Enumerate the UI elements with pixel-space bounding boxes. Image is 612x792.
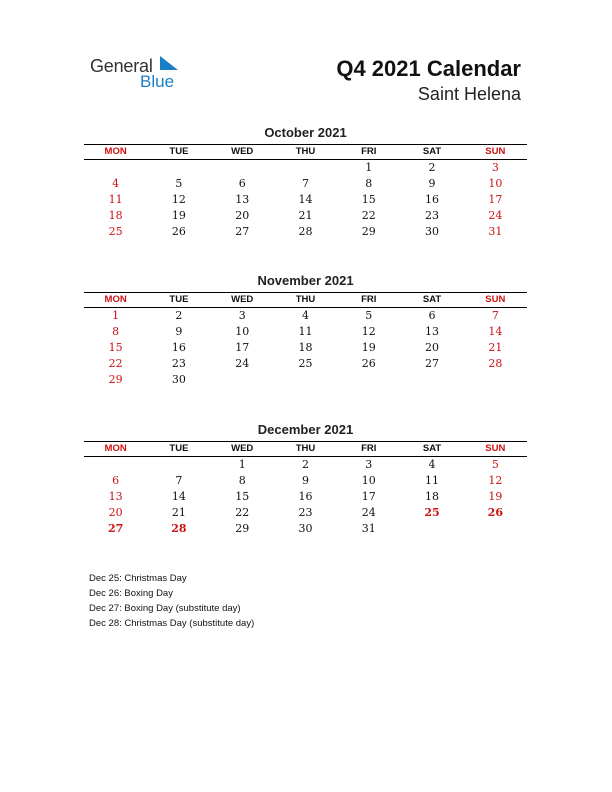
page-subtitle: Saint Helena [417, 84, 521, 104]
day-cell: 14 [298, 193, 313, 206]
day-cell: 21 [298, 209, 313, 222]
day-cell: 7 [301, 177, 309, 190]
logo-blue-text: Blue [140, 72, 175, 91]
weekday-label: THU [295, 146, 316, 157]
day-cell: 1 [238, 458, 246, 471]
holiday-note: Dec 26: Boxing Day [89, 588, 173, 599]
day-cell [337, 372, 400, 388]
day-cell: 20 [108, 506, 123, 519]
day-cell: 18 [298, 341, 313, 354]
month-title: November 2021 [257, 273, 354, 288]
day-cell: 11 [108, 193, 123, 206]
day-cell: 25 [298, 357, 313, 370]
day-cell: 30 [298, 522, 313, 535]
day-cell: 11 [425, 474, 440, 487]
day-cell [147, 160, 210, 176]
day-cell: 29 [108, 373, 123, 386]
weekday-label: FRI [361, 443, 377, 454]
weekday-label: SAT [422, 146, 442, 157]
day-cell: 9 [301, 474, 309, 487]
weekday-label: THU [295, 294, 316, 305]
day-cell: 19 [361, 341, 376, 354]
day-cell: 19 [171, 209, 186, 222]
day-cell: 9 [175, 325, 183, 338]
day-cell: 17 [488, 193, 503, 206]
week-row [84, 324, 527, 340]
week-row [84, 473, 527, 489]
weekday-label: WED [231, 294, 254, 305]
weekday-label: FRI [361, 146, 377, 157]
day-cell: 30 [425, 225, 440, 238]
day-cell: 4 [301, 309, 309, 322]
day-cell: 26 [171, 225, 186, 238]
day-cell: 31 [488, 225, 503, 238]
holiday-note: Dec 27: Boxing Day (substitute day) [89, 603, 241, 614]
day-cell: 7 [175, 474, 183, 487]
day-cell: 22 [235, 506, 250, 519]
day-cell: 30 [171, 373, 186, 386]
day-cell: 23 [298, 506, 313, 519]
day-cell: 28 [171, 522, 187, 535]
day-cell [464, 372, 527, 388]
day-cell: 14 [488, 325, 503, 338]
day-cell: 22 [361, 209, 376, 222]
logo-general-text: General [90, 56, 153, 76]
day-cell [274, 160, 337, 176]
weekday-label: THU [295, 443, 316, 454]
day-cell: 5 [175, 177, 183, 190]
day-cell [84, 457, 147, 473]
month-title: October 2021 [264, 125, 347, 140]
day-cell [84, 160, 147, 176]
page-title: Q4 2021 Calendar [336, 56, 521, 81]
day-cell [211, 160, 274, 176]
month-calendar [84, 273, 527, 388]
week-row [84, 521, 527, 537]
day-cell: 26 [487, 506, 503, 519]
day-cell [147, 457, 210, 473]
day-cell: 24 [235, 357, 250, 370]
day-cell: 10 [488, 177, 503, 190]
day-cell: 19 [488, 490, 503, 503]
day-cell: 24 [361, 506, 376, 519]
day-cell: 22 [108, 357, 123, 370]
day-cell: 23 [425, 209, 440, 222]
day-cell: 17 [361, 490, 376, 503]
day-cell: 16 [425, 193, 440, 206]
day-cell: 27 [235, 225, 250, 238]
day-cell: 6 [428, 309, 436, 322]
day-cell: 28 [298, 225, 313, 238]
weekday-header [84, 144, 527, 160]
weekday-label: SAT [422, 294, 442, 305]
day-cell: 23 [171, 357, 186, 370]
day-cell: 4 [112, 177, 120, 190]
week-row [84, 160, 527, 176]
day-cell [464, 521, 527, 537]
weekday-label: SUN [485, 443, 506, 454]
day-cell: 3 [365, 458, 373, 471]
day-cell: 29 [235, 522, 250, 535]
day-cell: 27 [107, 522, 124, 535]
week-row [84, 505, 527, 521]
day-cell: 28 [488, 357, 503, 370]
weekday-label: MON [104, 146, 127, 157]
day-cell: 8 [238, 474, 246, 487]
weekday-label: TUE [169, 443, 189, 454]
day-cell: 18 [108, 209, 123, 222]
day-cell: 27 [425, 357, 440, 370]
day-cell: 7 [491, 309, 499, 322]
day-cell: 10 [235, 325, 250, 338]
day-cell: 3 [238, 309, 246, 322]
day-cell: 2 [428, 161, 436, 174]
day-cell: 11 [298, 325, 313, 338]
day-cell: 21 [488, 341, 503, 354]
week-row [84, 224, 527, 240]
day-cell: 12 [171, 193, 186, 206]
day-cell: 15 [108, 341, 123, 354]
day-cell: 13 [108, 490, 123, 503]
weekday-header [84, 441, 527, 457]
week-row [84, 208, 527, 224]
day-cell: 24 [488, 209, 503, 222]
day-cell: 6 [112, 474, 120, 487]
week-row [84, 340, 527, 356]
day-cell: 17 [235, 341, 250, 354]
day-cell [400, 521, 463, 537]
holiday-note: Dec 25: Christmas Day [89, 573, 187, 584]
day-cell: 20 [425, 341, 440, 354]
day-cell [211, 372, 274, 388]
weekday-label: SAT [422, 443, 442, 454]
day-cell: 5 [365, 309, 373, 322]
day-cell: 16 [171, 341, 186, 354]
weekday-header [84, 292, 527, 308]
day-cell: 20 [235, 209, 250, 222]
day-cell [400, 372, 463, 388]
day-cell [274, 372, 337, 388]
holiday-notes [89, 571, 254, 631]
day-cell: 3 [491, 161, 499, 174]
week-row [84, 457, 527, 473]
day-cell: 9 [428, 177, 436, 190]
weekday-label: TUE [169, 146, 189, 157]
weekday-label: SUN [485, 146, 506, 157]
day-cell: 2 [301, 458, 309, 471]
day-cell: 12 [361, 325, 376, 338]
week-row [84, 356, 527, 372]
day-cell: 31 [361, 522, 376, 535]
day-cell: 14 [171, 490, 186, 503]
day-cell: 16 [298, 490, 313, 503]
day-cell: 8 [112, 325, 120, 338]
weekday-label: SUN [485, 294, 506, 305]
week-row [84, 192, 527, 208]
day-cell: 25 [108, 225, 123, 238]
day-cell: 4 [428, 458, 436, 471]
week-row [84, 489, 527, 505]
day-cell: 2 [175, 309, 183, 322]
weekday-label: WED [231, 443, 254, 454]
holiday-note: Dec 28: Christmas Day (substitute day) [89, 618, 255, 629]
week-row [84, 176, 527, 192]
day-cell: 18 [425, 490, 440, 503]
month-calendar [84, 125, 527, 240]
day-cell: 1 [112, 309, 120, 322]
weekday-label: MON [104, 294, 127, 305]
day-cell: 26 [361, 357, 376, 370]
day-cell: 21 [171, 506, 186, 519]
weekday-label: WED [231, 146, 254, 157]
day-cell: 15 [235, 490, 250, 503]
day-cell: 12 [488, 474, 503, 487]
day-cell: 8 [365, 177, 373, 190]
day-cell: 13 [425, 325, 440, 338]
day-cell: 29 [361, 225, 376, 238]
month-calendar [84, 422, 527, 537]
day-cell: 6 [238, 177, 246, 190]
day-cell: 15 [361, 193, 376, 206]
day-cell: 5 [491, 458, 499, 471]
day-cell: 10 [361, 474, 376, 487]
week-row [84, 308, 527, 324]
week-row [84, 372, 527, 388]
day-cell: 1 [365, 161, 373, 174]
month-title: December 2021 [257, 422, 354, 437]
weekday-label: TUE [169, 294, 189, 305]
day-cell: 13 [235, 193, 250, 206]
weekday-label: MON [104, 443, 127, 454]
day-cell: 25 [424, 506, 440, 519]
weekday-label: FRI [361, 294, 377, 305]
